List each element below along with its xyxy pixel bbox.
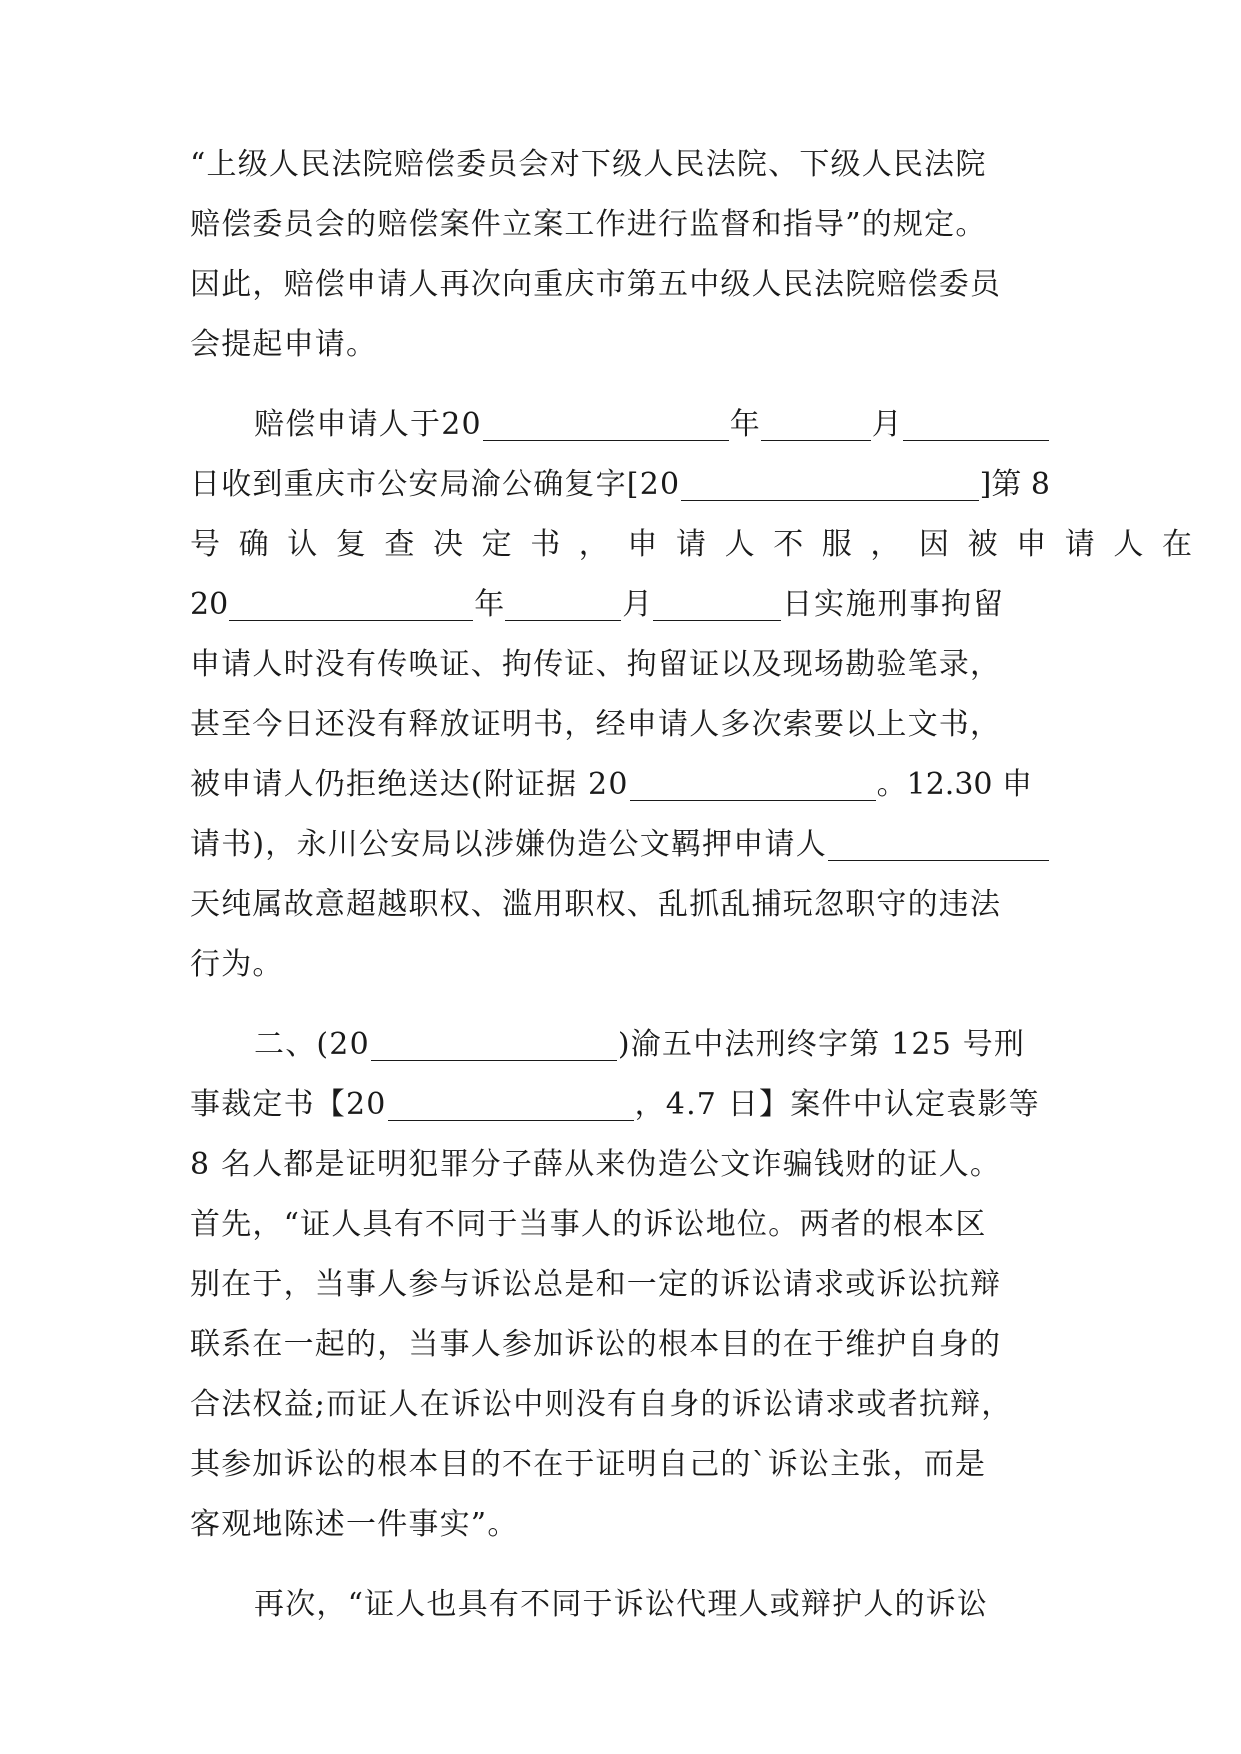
text-line [190, 1315, 1050, 1375]
text-line [190, 255, 1050, 315]
text-segment: 联系在一起的，当事人参加诉讼的根本目的在于维护自身的 [190, 1327, 1002, 1362]
text-line [190, 755, 1050, 815]
blank-underline [229, 618, 473, 621]
text-segment: 合法权益;而证人在诉讼中则没有自身的诉讼请求或者抗辩， [190, 1387, 1013, 1422]
text-line [190, 1255, 1050, 1315]
text-segment: 日实施刑事拘留 [782, 587, 1005, 622]
text-line [190, 1375, 1050, 1435]
blank-underline [388, 1118, 634, 1121]
text-line [190, 515, 1211, 575]
blank-underline [653, 618, 781, 621]
text-segment: 年 [474, 587, 505, 622]
text-line [254, 1015, 1050, 1075]
text-segment: 申请人时没有传唤证、拘传证、拘留证以及现场勘验笔录， [190, 647, 1002, 682]
text-segment: 月 [871, 407, 902, 442]
text-line [190, 195, 1050, 255]
blank-underline [903, 438, 1049, 441]
text-segment: 。12.30 申 [876, 767, 1033, 802]
text-segment: ]第 8 [979, 467, 1050, 502]
text-segment: 请书)，永川公安局以涉嫌伪造公文羁押申请人 [190, 827, 827, 862]
text-line [190, 815, 1050, 875]
text-line [190, 315, 1050, 375]
blank-underline [761, 438, 871, 441]
text-line [190, 695, 1050, 755]
text-line [190, 135, 1050, 195]
text-line [190, 1195, 1050, 1255]
text-segment: “上级人民法院赔偿委员会对下级人民法院、下级人民法院 [190, 147, 987, 182]
text-segment: 会提起申请。 [190, 327, 378, 362]
text-segment: 日收到重庆市公安局渝公确复字[20 [190, 467, 681, 502]
text-segment: 行为。 [190, 947, 284, 982]
text-line [190, 1075, 1050, 1135]
text-segment: 8 名人都是证明犯罪分子薛从来伪造公文诈骗钱财的证人。 [190, 1147, 1002, 1182]
text-segment: 天纯属故意超越职权、滥用职权、乱抓乱捕玩忽职守的违法 [190, 887, 1002, 922]
text-segment: 月 [622, 587, 653, 622]
text-segment: 二、(20 [254, 1027, 370, 1062]
blank-underline [371, 1058, 617, 1061]
text-segment: 被申请人仍拒绝送达(附证据 20 [190, 767, 629, 802]
text-segment: )渝五中法刑终字第 125 号刑 [617, 1027, 1026, 1062]
text-line [190, 935, 1050, 995]
text-line [254, 395, 1050, 455]
text-line [190, 1435, 1050, 1495]
text-segment: 赔偿申请人于20 [254, 407, 482, 442]
text-line [190, 875, 1050, 935]
text-segment: 客观地陈述一件事实”。 [190, 1507, 519, 1542]
text-segment: 首先，“证人具有不同于当事人的诉讼地位。两者的根本区 [190, 1207, 987, 1242]
text-line [190, 1135, 1050, 1195]
blank-underline [483, 438, 729, 441]
text-segment: ，4.7 日】案件中认定袁影等 [634, 1087, 1040, 1122]
text-segment: 因此，赔偿申请人再次向重庆市第五中级人民法院赔偿委员 [190, 267, 1002, 302]
text-segment: 其参加诉讼的根本目的不在于证明自己的`诉讼主张，而是 [190, 1447, 987, 1482]
text-line [190, 1495, 1050, 1555]
blank-underline [828, 858, 1049, 861]
text-line [254, 1575, 1050, 1635]
blank-underline [630, 798, 876, 801]
text-segment: 赔偿委员会的赔偿案件立案工作进行监督和指导”的规定。 [190, 207, 987, 242]
text-segment: 别在于，当事人参与诉讼总是和一定的诉讼请求或诉讼抗辩 [190, 1267, 1002, 1302]
text-segment: 再次，“证人也具有不同于诉讼代理人或辩护人的诉讼 [254, 1587, 989, 1622]
text-segment: 号确认复查决定书，申请人不服，因被申请人在 [190, 527, 1211, 562]
text-segment: 20 [190, 587, 229, 622]
blank-underline [505, 618, 621, 621]
blank-underline [681, 498, 978, 501]
text-segment: 年 [729, 407, 760, 442]
text-line [190, 635, 1050, 695]
text-segment: 甚至今日还没有释放证明书，经申请人多次索要以上文书， [190, 707, 1002, 742]
text-line [190, 455, 1050, 515]
text-line [190, 575, 1050, 635]
text-segment: 事裁定书【20 [190, 1087, 387, 1122]
